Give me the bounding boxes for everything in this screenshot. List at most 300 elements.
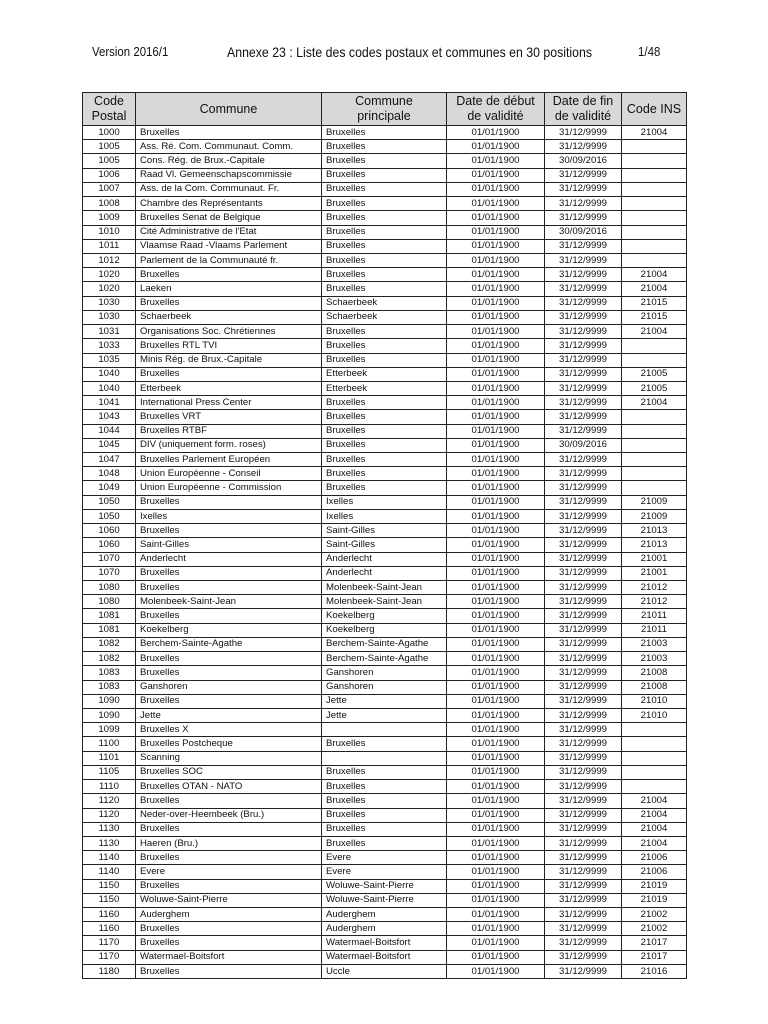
commune-cell: Koekelberg (136, 623, 322, 637)
commune-principale-cell: Schaerbeek (322, 310, 447, 324)
code-ins-cell (622, 182, 687, 196)
commune-principale-cell: Bruxelles (322, 396, 447, 410)
date-fin-cell: 31/12/9999 (545, 737, 622, 751)
date-fin-cell: 31/12/9999 (545, 509, 622, 523)
commune-principale-cell: Schaerbeek (322, 296, 447, 310)
code-postal-cell: 1060 (83, 524, 136, 538)
code-postal-cell: 1140 (83, 851, 136, 865)
commune-principale-cell: Uccle (322, 964, 447, 978)
date-fin-cell: 31/12/9999 (545, 410, 622, 424)
date-fin-cell: 31/12/9999 (545, 794, 622, 808)
commune-principale-cell: Bruxelles (322, 168, 447, 182)
code-ins-cell: 21009 (622, 509, 687, 523)
date-fin-cell: 31/12/9999 (545, 595, 622, 609)
code-postal-cell: 1081 (83, 609, 136, 623)
date-debut-cell: 01/01/1900 (447, 765, 545, 779)
date-fin-cell: 31/12/9999 (545, 381, 622, 395)
date-debut-cell: 01/01/1900 (447, 154, 545, 168)
page-number: 1/48 (637, 44, 660, 59)
commune-cell: Bruxelles SOC (136, 765, 322, 779)
commune-principale-cell: Bruxelles (322, 438, 447, 452)
table-row (83, 581, 687, 595)
date-debut-cell: 01/01/1900 (447, 268, 545, 282)
date-debut-cell: 01/01/1900 (447, 964, 545, 978)
code-ins-cell: 21017 (622, 936, 687, 950)
code-ins-cell (622, 239, 687, 253)
code-postal-cell: 1100 (83, 737, 136, 751)
code-postal-cell: 1012 (83, 253, 136, 267)
date-debut-cell: 01/01/1900 (447, 339, 545, 353)
date-debut-cell: 01/01/1900 (447, 509, 545, 523)
table-row (83, 751, 687, 765)
table-row (83, 765, 687, 779)
table-row (83, 509, 687, 523)
commune-cell: Bruxelles Senat de Belgique (136, 211, 322, 225)
date-fin-cell: 31/12/9999 (545, 765, 622, 779)
date-debut-cell: 01/01/1900 (447, 410, 545, 424)
table-row (83, 652, 687, 666)
code-ins-cell (622, 353, 687, 367)
commune-cell: Bruxelles (136, 296, 322, 310)
code-ins-cell (622, 168, 687, 182)
table-row (83, 566, 687, 580)
commune-cell: Cons. Rég. de Brux.-Capitale (136, 154, 322, 168)
code-postal-cell: 1048 (83, 467, 136, 481)
date-fin-cell: 31/12/9999 (545, 268, 622, 282)
date-fin-cell: 31/12/9999 (545, 453, 622, 467)
date-debut-cell: 01/01/1900 (447, 381, 545, 395)
table-row (83, 609, 687, 623)
code-postal-cell: 1180 (83, 964, 136, 978)
date-fin-cell: 31/12/9999 (545, 836, 622, 850)
commune-cell: Scanning (136, 751, 322, 765)
commune-principale-cell: Ixelles (322, 509, 447, 523)
code-ins-cell (622, 339, 687, 353)
commune-cell: Bruxelles (136, 524, 322, 538)
date-fin-cell: 31/12/9999 (545, 964, 622, 978)
commune-cell: Bruxelles (136, 495, 322, 509)
commune-cell: Union Européenne - Conseil (136, 467, 322, 481)
date-debut-cell: 01/01/1900 (447, 424, 545, 438)
table-row (83, 808, 687, 822)
commune-principale-cell: Berchem-Sainte-Agathe (322, 652, 447, 666)
date-debut-cell: 01/01/1900 (447, 836, 545, 850)
date-debut-cell: 01/01/1900 (447, 253, 545, 267)
date-debut-cell: 01/01/1900 (447, 524, 545, 538)
commune-cell: Schaerbeek (136, 310, 322, 324)
code-postal-cell: 1120 (83, 808, 136, 822)
table-row (83, 367, 687, 381)
table-row (83, 666, 687, 680)
date-fin-cell: 31/12/9999 (545, 694, 622, 708)
date-debut-cell: 01/01/1900 (447, 481, 545, 495)
code-postal-cell: 1099 (83, 723, 136, 737)
commune-principale-cell: Auderghem (322, 922, 447, 936)
table-row (83, 253, 687, 267)
code-ins-cell: 21004 (622, 282, 687, 296)
code-postal-cell: 1105 (83, 765, 136, 779)
code-postal-cell: 1009 (83, 211, 136, 225)
table-row (83, 908, 687, 922)
date-fin-cell: 31/12/9999 (545, 808, 622, 822)
code-postal-cell: 1011 (83, 239, 136, 253)
table-row (83, 950, 687, 964)
table-row (83, 623, 687, 637)
commune-principale-cell: Bruxelles (322, 339, 447, 353)
commune-principale-cell: Ganshoren (322, 666, 447, 680)
commune-cell: Bruxelles Postcheque (136, 737, 322, 751)
commune-principale-cell: Bruxelles (322, 182, 447, 196)
code-postal-cell: 1070 (83, 552, 136, 566)
code-postal-cell: 1110 (83, 780, 136, 794)
commune-cell: Neder-over-Heembeek (Bru.) (136, 808, 322, 822)
date-fin-cell: 31/12/9999 (545, 140, 622, 154)
date-debut-cell: 01/01/1900 (447, 438, 545, 452)
code-ins-cell: 21004 (622, 794, 687, 808)
table-row (83, 794, 687, 808)
code-ins-cell: 21011 (622, 623, 687, 637)
table-row (83, 595, 687, 609)
code-postal-cell: 1030 (83, 296, 136, 310)
commune-cell: Molenbeek-Saint-Jean (136, 595, 322, 609)
date-debut-cell: 01/01/1900 (447, 552, 545, 566)
date-fin-cell: 31/12/9999 (545, 396, 622, 410)
date-debut-cell: 01/01/1900 (447, 936, 545, 950)
commune-principale-cell: Bruxelles (322, 268, 447, 282)
date-fin-cell: 31/12/9999 (545, 652, 622, 666)
code-postal-cell: 1044 (83, 424, 136, 438)
date-fin-cell: 31/12/9999 (545, 296, 622, 310)
table-row (83, 922, 687, 936)
date-fin-cell: 31/12/9999 (545, 211, 622, 225)
code-ins-cell: 21009 (622, 495, 687, 509)
date-fin-cell: 30/09/2016 (545, 154, 622, 168)
table-row (83, 495, 687, 509)
table-row (83, 211, 687, 225)
commune-principale-cell: Koekelberg (322, 609, 447, 623)
code-ins-cell: 21001 (622, 566, 687, 580)
col-header-code-postal: Code Postal (83, 93, 136, 126)
date-fin-cell: 31/12/9999 (545, 524, 622, 538)
commune-cell: Bruxelles (136, 694, 322, 708)
code-postal-cell: 1130 (83, 836, 136, 850)
date-debut-cell: 01/01/1900 (447, 637, 545, 651)
commune-cell: Ixelles (136, 509, 322, 523)
date-fin-cell: 31/12/9999 (545, 310, 622, 324)
commune-principale-cell: Bruxelles (322, 822, 447, 836)
commune-principale-cell: Bruxelles (322, 467, 447, 481)
table-row (83, 680, 687, 694)
date-debut-cell: 01/01/1900 (447, 168, 545, 182)
commune-principale-cell (322, 723, 447, 737)
commune-cell: Bruxelles (136, 652, 322, 666)
code-postal-cell: 1033 (83, 339, 136, 353)
date-debut-cell: 01/01/1900 (447, 126, 545, 140)
commune-cell: Bruxelles (136, 609, 322, 623)
commune-principale-cell (322, 751, 447, 765)
code-postal-cell: 1120 (83, 794, 136, 808)
commune-principale-cell: Bruxelles (322, 353, 447, 367)
code-ins-cell: 21017 (622, 950, 687, 964)
code-ins-cell: 21015 (622, 310, 687, 324)
date-fin-cell: 31/12/9999 (545, 865, 622, 879)
table-row (83, 552, 687, 566)
code-ins-cell: 21013 (622, 538, 687, 552)
commune-principale-cell: Watermael-Boitsfort (322, 936, 447, 950)
code-ins-cell: 21004 (622, 822, 687, 836)
code-postal-cell: 1000 (83, 126, 136, 140)
commune-cell: Bruxelles (136, 794, 322, 808)
date-fin-cell: 31/12/9999 (545, 922, 622, 936)
code-postal-cell: 1010 (83, 225, 136, 239)
commune-principale-cell: Bruxelles (322, 211, 447, 225)
date-fin-cell: 31/12/9999 (545, 339, 622, 353)
commune-cell: Bruxelles (136, 822, 322, 836)
code-postal-cell: 1060 (83, 538, 136, 552)
code-ins-cell (622, 197, 687, 211)
commune-principale-cell: Jette (322, 708, 447, 722)
date-fin-cell: 31/12/9999 (545, 708, 622, 722)
code-ins-cell: 21002 (622, 922, 687, 936)
date-debut-cell: 01/01/1900 (447, 708, 545, 722)
date-fin-cell: 31/12/9999 (545, 197, 622, 211)
code-ins-cell: 21008 (622, 666, 687, 680)
commune-cell: Vlaamse Raad -Vlaams Parlement (136, 239, 322, 253)
table-row (83, 282, 687, 296)
date-debut-cell: 01/01/1900 (447, 296, 545, 310)
commune-principale-cell: Anderlecht (322, 566, 447, 580)
code-ins-cell (622, 765, 687, 779)
commune-principale-cell: Bruxelles (322, 808, 447, 822)
commune-cell: Ass. Ré. Com. Communaut. Comm. (136, 140, 322, 154)
table-row (83, 964, 687, 978)
commune-cell: Bruxelles RTBF (136, 424, 322, 438)
code-ins-cell: 21006 (622, 851, 687, 865)
code-ins-cell: 21005 (622, 381, 687, 395)
commune-principale-cell: Watermael-Boitsfort (322, 950, 447, 964)
commune-cell: Anderlecht (136, 552, 322, 566)
table-row (83, 325, 687, 339)
commune-cell: Laeken (136, 282, 322, 296)
commune-cell: Cité Administrative de l'Etat (136, 225, 322, 239)
code-postal-cell: 1082 (83, 652, 136, 666)
table-row (83, 836, 687, 850)
commune-principale-cell: Woluwe-Saint-Pierre (322, 893, 447, 907)
code-postal-cell: 1040 (83, 381, 136, 395)
date-fin-cell: 31/12/9999 (545, 126, 622, 140)
date-debut-cell: 01/01/1900 (447, 751, 545, 765)
code-ins-cell: 21003 (622, 652, 687, 666)
commune-principale-cell: Berchem-Sainte-Agathe (322, 637, 447, 651)
table-row (83, 737, 687, 751)
table-row (83, 637, 687, 651)
commune-cell: Bruxelles (136, 666, 322, 680)
code-postal-cell: 1140 (83, 865, 136, 879)
commune-cell: International Press Center (136, 396, 322, 410)
commune-cell: Organisations Soc. Chrétiennes (136, 325, 322, 339)
commune-cell: Parlement de la Communauté fr. (136, 253, 322, 267)
date-debut-cell: 01/01/1900 (447, 467, 545, 481)
date-fin-cell: 31/12/9999 (545, 168, 622, 182)
code-postal-cell: 1040 (83, 367, 136, 381)
commune-principale-cell: Anderlecht (322, 552, 447, 566)
date-fin-cell: 31/12/9999 (545, 609, 622, 623)
commune-cell: Union Européenne - Commission (136, 481, 322, 495)
date-fin-cell: 31/12/9999 (545, 253, 622, 267)
code-ins-cell (622, 481, 687, 495)
date-fin-cell: 31/12/9999 (545, 581, 622, 595)
date-debut-cell: 01/01/1900 (447, 865, 545, 879)
code-postal-cell: 1043 (83, 410, 136, 424)
commune-principale-cell: Molenbeek-Saint-Jean (322, 581, 447, 595)
code-postal-cell: 1050 (83, 509, 136, 523)
commune-cell: Etterbeek (136, 381, 322, 395)
commune-principale-cell: Bruxelles (322, 325, 447, 339)
code-postal-cell: 1160 (83, 922, 136, 936)
table-row (83, 723, 687, 737)
date-debut-cell: 01/01/1900 (447, 922, 545, 936)
code-postal-cell: 1080 (83, 595, 136, 609)
table-row (83, 453, 687, 467)
table-row (83, 225, 687, 239)
date-fin-cell: 31/12/9999 (545, 182, 622, 196)
code-ins-cell: 21015 (622, 296, 687, 310)
date-debut-cell: 01/01/1900 (447, 538, 545, 552)
date-fin-cell: 31/12/9999 (545, 538, 622, 552)
table-row (83, 467, 687, 481)
commune-cell: Bruxelles (136, 851, 322, 865)
code-ins-cell (622, 424, 687, 438)
commune-cell: Bruxelles (136, 879, 322, 893)
commune-principale-cell: Etterbeek (322, 381, 447, 395)
commune-principale-cell: Bruxelles (322, 253, 447, 267)
date-debut-cell: 01/01/1900 (447, 623, 545, 637)
date-fin-cell: 31/12/9999 (545, 751, 622, 765)
document-title: Annexe 23 : Liste des codes postaux et communes en 30 positions (227, 44, 593, 60)
table-row (83, 851, 687, 865)
commune-cell: Watermael-Boitsfort (136, 950, 322, 964)
table-row (83, 424, 687, 438)
date-fin-cell: 31/12/9999 (545, 950, 622, 964)
code-postal-cell: 1080 (83, 581, 136, 595)
commune-principale-cell: Bruxelles (322, 282, 447, 296)
commune-cell: Jette (136, 708, 322, 722)
code-postal-cell: 1008 (83, 197, 136, 211)
date-debut-cell: 01/01/1900 (447, 780, 545, 794)
code-ins-cell (622, 453, 687, 467)
commune-principale-cell: Bruxelles (322, 140, 447, 154)
commune-principale-cell: Bruxelles (322, 794, 447, 808)
code-postal-cell: 1150 (83, 879, 136, 893)
commune-cell: Evere (136, 865, 322, 879)
postal-codes-table (82, 92, 687, 979)
date-debut-cell: 01/01/1900 (447, 723, 545, 737)
date-debut-cell: 01/01/1900 (447, 737, 545, 751)
commune-cell: Bruxelles (136, 566, 322, 580)
code-ins-cell (622, 438, 687, 452)
date-debut-cell: 01/01/1900 (447, 794, 545, 808)
commune-cell: Bruxelles (136, 367, 322, 381)
code-ins-cell: 21004 (622, 268, 687, 282)
code-ins-cell (622, 253, 687, 267)
date-debut-cell: 01/01/1900 (447, 239, 545, 253)
date-debut-cell: 01/01/1900 (447, 666, 545, 680)
date-fin-cell: 31/12/9999 (545, 467, 622, 481)
date-debut-cell: 01/01/1900 (447, 595, 545, 609)
code-ins-cell (622, 737, 687, 751)
date-fin-cell: 31/12/9999 (545, 908, 622, 922)
code-postal-cell: 1070 (83, 566, 136, 580)
code-postal-cell: 1045 (83, 438, 136, 452)
code-postal-cell: 1035 (83, 353, 136, 367)
commune-principale-cell: Ixelles (322, 495, 447, 509)
table-row (83, 865, 687, 879)
commune-principale-cell: Bruxelles (322, 481, 447, 495)
commune-principale-cell: Saint-Gilles (322, 538, 447, 552)
date-fin-cell: 31/12/9999 (545, 879, 622, 893)
date-fin-cell: 31/12/9999 (545, 481, 622, 495)
date-debut-cell: 01/01/1900 (447, 225, 545, 239)
commune-principale-cell: Bruxelles (322, 780, 447, 794)
table-row (83, 879, 687, 893)
code-ins-cell: 21004 (622, 396, 687, 410)
code-postal-cell: 1083 (83, 680, 136, 694)
table-row (83, 239, 687, 253)
date-debut-cell: 01/01/1900 (447, 851, 545, 865)
code-ins-cell (622, 154, 687, 168)
code-ins-cell: 21013 (622, 524, 687, 538)
table-row (83, 893, 687, 907)
code-ins-cell: 21012 (622, 595, 687, 609)
commune-cell: Berchem-Sainte-Agathe (136, 637, 322, 651)
col-header-code-ins: Code INS (622, 93, 687, 126)
date-debut-cell: 01/01/1900 (447, 353, 545, 367)
code-postal-cell: 1041 (83, 396, 136, 410)
commune-principale-cell: Auderghem (322, 908, 447, 922)
date-debut-cell: 01/01/1900 (447, 495, 545, 509)
code-ins-cell: 21010 (622, 708, 687, 722)
date-debut-cell: 01/01/1900 (447, 325, 545, 339)
code-postal-cell: 1090 (83, 708, 136, 722)
table-row (83, 310, 687, 324)
date-debut-cell: 01/01/1900 (447, 310, 545, 324)
table-row (83, 154, 687, 168)
date-debut-cell: 01/01/1900 (447, 680, 545, 694)
table-row (83, 268, 687, 282)
code-postal-cell: 1150 (83, 893, 136, 907)
commune-principale-cell: Jette (322, 694, 447, 708)
commune-cell: Saint-Gilles (136, 538, 322, 552)
date-fin-cell: 31/12/9999 (545, 936, 622, 950)
table-row (83, 381, 687, 395)
code-ins-cell: 21004 (622, 325, 687, 339)
code-ins-cell (622, 211, 687, 225)
code-postal-cell: 1005 (83, 140, 136, 154)
table-row (83, 396, 687, 410)
code-ins-cell (622, 780, 687, 794)
commune-cell: DIV (uniquement form. roses) (136, 438, 322, 452)
code-postal-cell: 1170 (83, 936, 136, 950)
date-fin-cell: 31/12/9999 (545, 239, 622, 253)
code-ins-cell: 21012 (622, 581, 687, 595)
commune-cell: Ass. de la Com. Communaut. Fr. (136, 182, 322, 196)
date-debut-cell: 01/01/1900 (447, 396, 545, 410)
commune-principale-cell: Ganshoren (322, 680, 447, 694)
table-body (83, 126, 687, 979)
commune-principale-cell: Bruxelles (322, 239, 447, 253)
commune-cell: Bruxelles (136, 581, 322, 595)
date-fin-cell: 31/12/9999 (545, 282, 622, 296)
